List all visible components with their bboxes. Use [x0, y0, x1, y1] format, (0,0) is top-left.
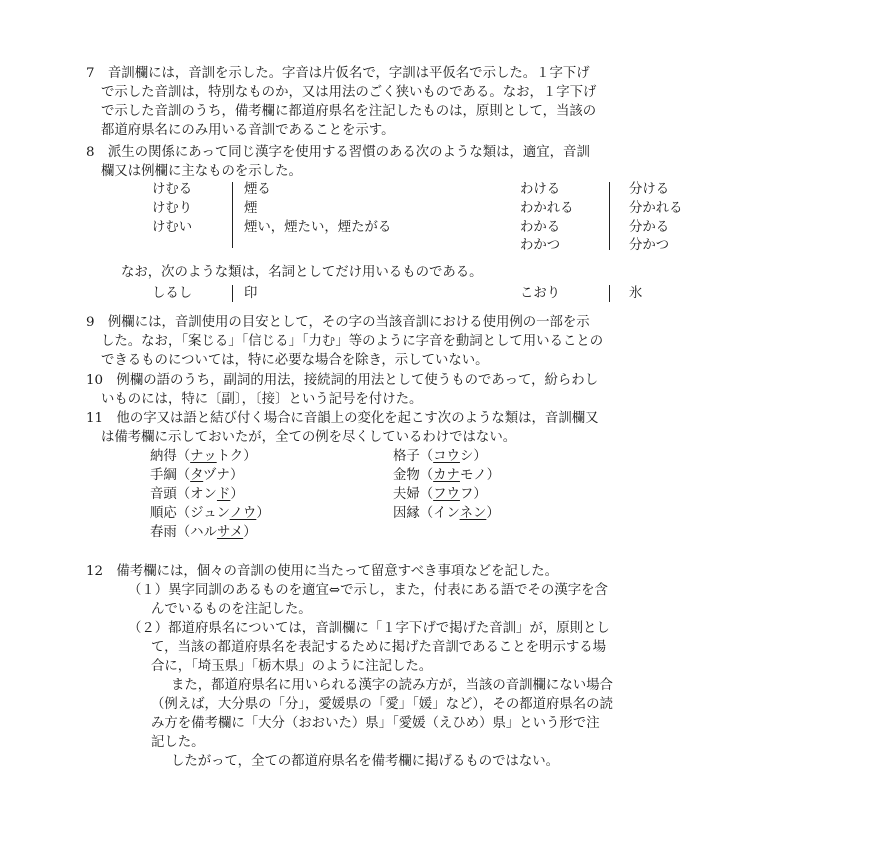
section-12-item-2-line-8: したがって，全ての都道府県名を備考欄に掲げるものではない。 — [171, 754, 560, 769]
section-12-item-2-line-6: み方を備考欄に「大分（おおいた）県」「愛媛（えひめ）県」という形で注 — [151, 716, 600, 731]
example-nattoku: 納得（ナットク） — [150, 449, 257, 464]
example-junnou: 順応（ジュンノウ） — [150, 506, 270, 521]
section-7-line-4: 都道府県名にのみ用いる音訓であることを示す。 — [101, 123, 395, 138]
reading-shirushi: しるし — [152, 286, 193, 301]
section-12-item-2-line-5: （例えば，大分県の「分」，愛媛県の「愛」「媛」など），その都道府県名の読 — [151, 697, 613, 712]
section-12-item-2-line-1: （２）都道府県名については，音訓欄に「１字下げで掲げた音訓」が，原則とし — [128, 621, 610, 636]
example-wakeru: 分ける — [629, 182, 670, 197]
example-tazuna: 手綱（タヅナ） — [150, 468, 244, 483]
example-shirushi: 印 — [244, 286, 258, 301]
example-wakareru: 分かれる — [629, 201, 683, 216]
example-koori: 氷 — [629, 286, 643, 301]
section-12-item-1-line-1: （１）異字同訓のあるものを適宜⇔で示し，また，付表にある語でその漢字を含 — [128, 583, 608, 598]
section-10-line-1: 10 例欄の語のうち，副詞的用法，接続詞的用法として使うものであって，紛らわし — [86, 373, 599, 388]
reading-kemuru: けむる — [152, 182, 193, 197]
section-12-item-1-line-2: んでいるものを注記した。 — [151, 602, 312, 617]
example-innen: 因縁（インネン） — [393, 506, 500, 521]
example-harusame: 春雨（ハルサメ） — [150, 525, 257, 540]
section-9-line-3: できるものについては，特に必要な場合を除き，示していない。 — [101, 353, 489, 368]
example-kanamono: 金物（カナモノ） — [393, 468, 500, 483]
section-8-note: なお，次のような類は，名詞としてだけ用いるものである。 — [121, 265, 483, 280]
section-12-item-2-line-2: て，当該の都道府県名を表記するために掲げた音訓であることを明示する場 — [151, 640, 607, 655]
section-8-line-1: 8 派生の関係にあって同じ漢字を使用する習慣のある次のような類は，適宜，音訓 — [86, 145, 590, 160]
table-divider-right — [609, 182, 610, 250]
section-8-line-2: 欄又は例欄に主なものを示した。 — [101, 164, 302, 179]
example-ondo: 音頭（オンド） — [150, 487, 244, 502]
reading-kemuri: けむり — [152, 201, 193, 216]
section-9-line-2: した。なお，「案じる」「信じる」「力む」等のように字音を動詞として用いることの — [101, 334, 604, 349]
example-kemuri: 煙 — [244, 201, 258, 216]
example-wakatsu: 分かつ — [629, 238, 670, 253]
example-koushi: 格子（コウシ） — [393, 449, 487, 464]
reading-wakareru: わかれる — [520, 201, 574, 216]
section-12-item-2-line-4: また，都道府県名に用いられる漢字の読み方が，当該の音訓欄にない場合 — [171, 678, 613, 693]
section-12-line-1: 12 備考欄には，個々の音訓の使用に当たって留意すべき事項などを記した。 — [86, 564, 559, 579]
example-wakaru: 分かる — [629, 220, 670, 235]
example-fuufu: 夫婦（フウフ） — [393, 487, 487, 502]
section-7-line-2: で示した音訓は，特別なものか，又は用法のごく狭いものである。なお，１字下げ — [101, 85, 597, 100]
section-9-line-1: 9 例欄には，音訓使用の目安として，その字の当該音訓における使用例の一部を示 — [86, 315, 590, 330]
example-kemui: 煙い，煙たい，煙たがる — [244, 220, 392, 235]
noun-divider-left — [232, 285, 233, 302]
reading-wakatsu: わかつ — [520, 238, 561, 253]
section-7-line-1: 7 音訓欄には，音訓を示した。字音は片仮名で，字訓は平仮名で示した。１字下げ — [86, 66, 590, 81]
reading-kemui: けむい — [152, 220, 193, 235]
section-7-line-3: で示した音訓のうち，備考欄に都道府県名を注記したものは，原則として，当該の — [101, 104, 597, 119]
section-11-line-2: は備考欄に示しておいたが，全ての例を尽くしているわけではない。 — [101, 430, 517, 445]
section-11-line-1: 11 他の字又は語と結び付く場合に音韻上の変化を起こす次のような類は，音訓欄又 — [86, 411, 599, 426]
reading-wakaru: わかる — [520, 220, 561, 235]
noun-divider-right — [609, 285, 610, 302]
table-divider-left — [232, 182, 233, 248]
reading-wakeru: わける — [520, 182, 561, 197]
section-10-line-2: いものには，特に〔副〕，〔接〕という記号を付けた。 — [101, 392, 423, 407]
example-kemuru: 煙る — [244, 182, 271, 197]
reading-koori: こおり — [520, 286, 561, 301]
section-12-item-2-line-7: 記した。 — [151, 735, 205, 750]
section-12-item-2-line-3: 合に，「埼玉県」「栃木県」のように注記した。 — [151, 659, 433, 674]
